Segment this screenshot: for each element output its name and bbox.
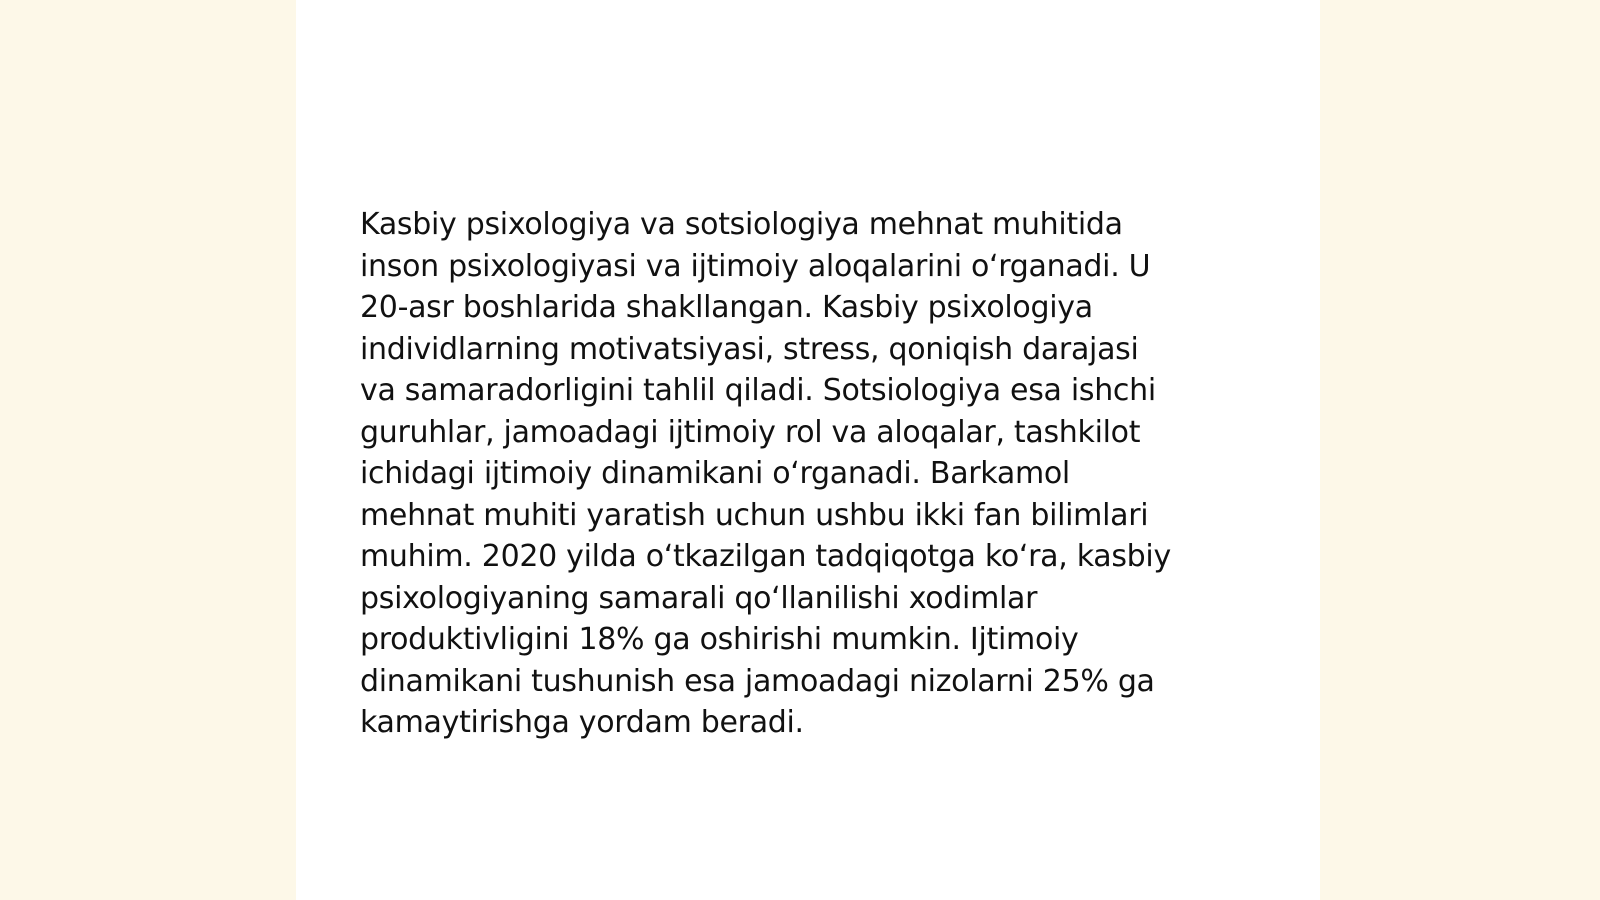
paragraph-line: va samaradorligini tahlil qiladi. Sotsiologiya esa ishchi (360, 373, 1156, 408)
paragraph-line: ichidagi ijtimoiy dinamikani o‘rganadi. Barkamol (360, 456, 1070, 491)
paragraph-line: mehnat muhiti yaratish uchun ushbu ikki fan bilimlari (360, 497, 1149, 533)
paragraph-line: Kasbiy psixologiya va sotsiologiya mehnat muhitida (360, 207, 1123, 242)
paragraph-line: inson psixologiyasi va ijtimoiy aloqalarini o‘rganadi. U (360, 248, 1151, 284)
paragraph-line: muhim. 2020 yilda o‘tkazilgan tadqiqotga ko‘ra, kasbiy (360, 539, 1171, 574)
paragraph-line: guruhlar, jamoadagi ijtimoiy rol va aloqalar, tashkilot (360, 414, 1141, 450)
paragraph-line: kamaytirishga yordam beradi. (360, 705, 804, 740)
document-page (296, 0, 1320, 900)
paragraph-line: psixologiyaning samarali qo‘llanilishi xodimlar (360, 580, 1038, 616)
paragraph-line: dinamikani tushunish esa jamoadagi nizolarni 25% ga (360, 663, 1155, 699)
paragraph-line: produktivligini 18% ga oshirishi mumkin. Ijtimoiy (360, 622, 1079, 657)
paragraph-line: individlarning motivatsiyasi, stress, qoniqish darajasi (360, 331, 1139, 367)
body-paragraph (360, 204, 1260, 744)
paragraph-line: 20-asr boshlarida shakllangan. Kasbiy psixologiya (360, 290, 1093, 325)
